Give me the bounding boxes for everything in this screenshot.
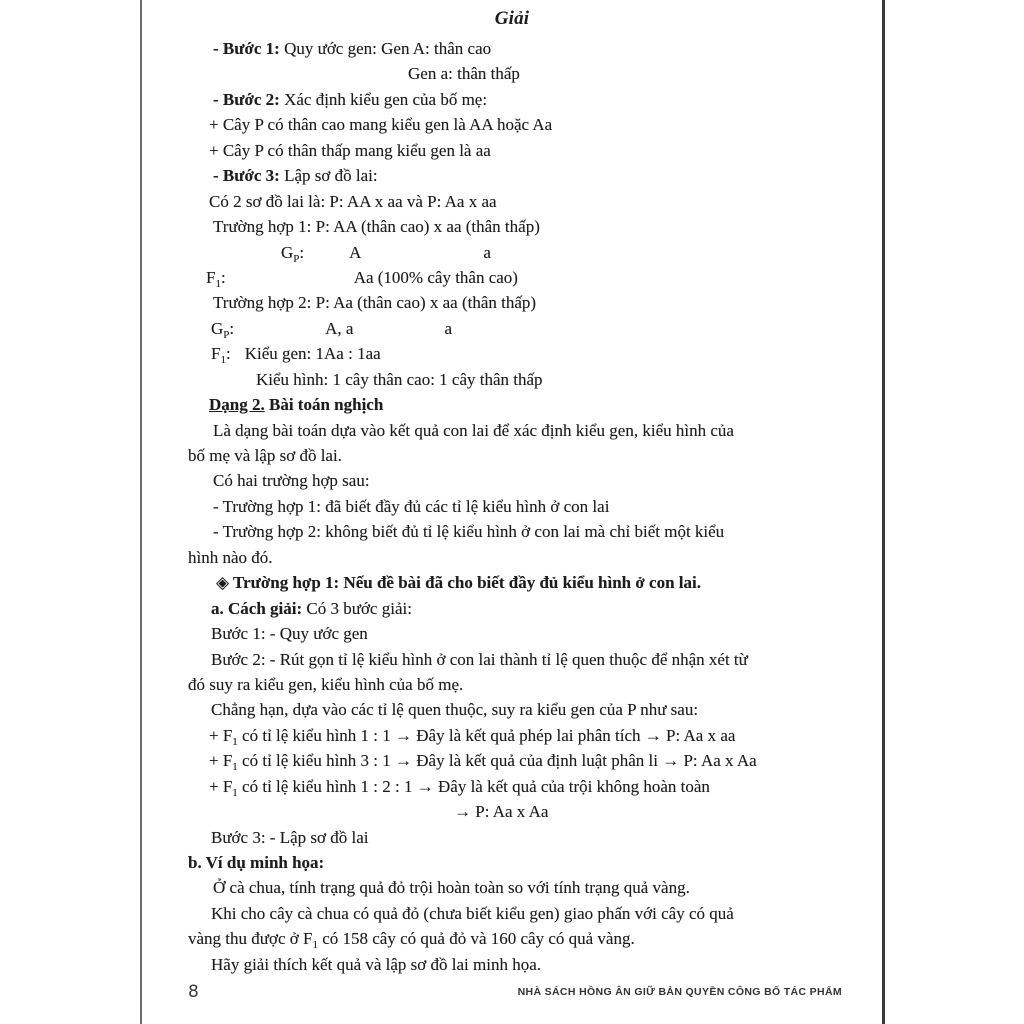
- text-segment: F: [211, 344, 221, 364]
- text-line: [188, 545, 864, 570]
- text-line: [188, 570, 864, 595]
- book-page: [142, 0, 882, 1024]
- text-line: [188, 774, 864, 799]
- text-segment: Là dạng bài toán dựa vào kết quả con lai để xác định kiểu gen, kiểu hình của: [213, 420, 734, 440]
- text-segment: Lập sơ đồ lai:: [284, 166, 378, 186]
- text-segment: Chẳng hạn, dựa vào các tỉ lệ quen thuộc, suy ra kiểu gen của P như sau:: [211, 700, 699, 720]
- text-segment: :: [229, 318, 235, 338]
- text-segment: a: [483, 242, 491, 262]
- text-segment: hình nào đó.: [188, 547, 273, 567]
- text-segment: a. Cách giải:: [211, 598, 307, 618]
- text-line: [188, 138, 864, 163]
- text-segment: Gen a: thân thấp: [408, 64, 520, 84]
- text-segment: Xác định kiểu gen của bố mẹ:: [284, 89, 488, 109]
- text-segment: P: [293, 252, 300, 265]
- text-line: [188, 596, 864, 621]
- text-segment: Kiểu hình: 1 cây thân cao: 1 cây thân thấp: [256, 369, 543, 389]
- text-line: [188, 875, 864, 900]
- solution-heading: Giải: [494, 8, 530, 29]
- text-segment: Aa (100% cây thân cao): [353, 267, 518, 287]
- text-segment: + F: [209, 751, 233, 771]
- text-line: [188, 748, 864, 773]
- text-line: [188, 672, 864, 697]
- text-segment: a: [444, 318, 453, 338]
- text-line: [188, 850, 864, 875]
- text-segment: A: [349, 242, 362, 262]
- text-line: [188, 367, 864, 392]
- text-segment: + Cây P có thân thấp mang kiểu gen là aa: [209, 140, 491, 160]
- text-segment: Bài toán nghịch: [264, 395, 384, 415]
- page-footer: [188, 979, 864, 1005]
- text-line: [188, 494, 864, 519]
- text-segment: có tỉ lệ kiểu hình 1 : 2 : 1 → Đây là kết quả của trội không hoàn toàn: [237, 776, 710, 796]
- text-segment: Kiểu gen: 1Aa : 1aa: [244, 344, 381, 364]
- text-segment: :: [220, 267, 226, 287]
- text-line: [188, 240, 864, 265]
- text-line: [188, 621, 864, 646]
- text-segment: ◈ Trường hợp 1: Nếu đề bài đã cho biết đầy đủ kiểu hình ở con lai.: [216, 573, 701, 593]
- text-line: [188, 926, 864, 951]
- text-segment: 1: [312, 939, 318, 952]
- text-segment: - Bước 3:: [213, 166, 285, 186]
- text-line: [188, 443, 864, 468]
- text-line: [188, 418, 864, 443]
- text-line: [188, 61, 864, 86]
- text-segment: G: [281, 242, 294, 262]
- text-line: [188, 825, 864, 850]
- text-segment: :: [299, 242, 305, 262]
- text-segment: 1: [232, 761, 238, 774]
- text-line: [188, 163, 864, 188]
- text-segment: Khi cho cây cà chua có quả đỏ (chưa biết kiểu gen) giao phấn với cây có quả: [211, 903, 734, 923]
- text-segment: Hãy giải thích kết quả và lập sơ đồ lai minh họa.: [211, 954, 542, 974]
- text-line: [188, 723, 864, 748]
- text-segment: Có 3 bước giải:: [306, 598, 412, 618]
- text-segment: - Trường hợp 2: không biết đủ tỉ lệ kiểu hình ở con lai mà chỉ biết một kiểu: [213, 522, 725, 542]
- text-segment: 1: [232, 735, 238, 748]
- text-line: [188, 341, 864, 366]
- text-segment: Bước 1: - Quy ước gen: [211, 624, 368, 644]
- text-line: [188, 647, 864, 672]
- text-line: [188, 697, 864, 722]
- text-line: [188, 265, 864, 290]
- text-line: [188, 799, 864, 824]
- text-segment: b. Ví dụ minh họa:: [188, 853, 325, 872]
- text-line: [188, 392, 864, 417]
- text-segment: có 158 cây có quả đỏ và 160 cây có quả vàng.: [317, 929, 635, 949]
- text-line: [188, 952, 864, 977]
- text-segment: - Bước 1:: [213, 39, 285, 58]
- text-line: [188, 189, 864, 214]
- text-line: [188, 87, 864, 112]
- text-segment: Dạng 2.: [209, 395, 265, 415]
- copyright-text: NHÀ SÁCH HỒNG ÂN GIỮ BẢN QUYỀN CÔNG BỐ TÁC PHẨM: [517, 986, 842, 998]
- text-segment: có tỉ lệ kiểu hình 1 : 1 → Đây là kết quả phép lai phân tích → P: Aa x aa: [237, 725, 736, 745]
- page-body: [188, 36, 864, 977]
- text-segment: Trường hợp 1: P: AA (thân cao) x aa (thân thấp): [213, 217, 540, 237]
- text-segment: có tỉ lệ kiểu hình 3 : 1 → Đây là kết quả của định luật phân li → P: Aa x Aa: [237, 751, 757, 771]
- text-line: [188, 214, 864, 239]
- text-segment: + F: [209, 776, 233, 796]
- text-segment: → P: Aa x Aa: [454, 802, 549, 822]
- text-line: [188, 901, 864, 926]
- text-line: [188, 468, 864, 493]
- text-segment: Có hai trường hợp sau:: [213, 471, 370, 491]
- text-segment: Quy ước gen: Gen A: thân cao: [284, 39, 492, 58]
- text-segment: 1: [220, 354, 226, 367]
- text-segment: Bước 3: - Lập sơ đồ lai: [211, 827, 369, 847]
- text-segment: + F: [209, 725, 233, 745]
- text-line: [188, 519, 864, 544]
- page-right-edge-line: [882, 0, 885, 1024]
- text-segment: 1: [215, 277, 221, 290]
- text-segment: Có 2 sơ đồ lai là: P: AA x aa và P: Aa x aa: [209, 191, 497, 211]
- text-segment: Ở cà chua, tính trạng quả đỏ trội hoàn toàn so với tính trạng quả vàng.: [213, 878, 690, 898]
- text-segment: :: [225, 344, 231, 364]
- text-segment: - Trường hợp 1: đã biết đầy đủ các tỉ lệ kiểu hình ở con lai: [213, 496, 610, 516]
- text-line: [188, 36, 864, 61]
- text-segment: Trường hợp 2: P: Aa (thân cao) x aa (thân thấp): [213, 293, 537, 313]
- text-segment: vàng thu được ở F: [188, 929, 313, 949]
- text-segment: 1: [232, 786, 238, 799]
- text-segment: + Cây P có thân cao mang kiểu gen là AA hoặc Aa: [209, 115, 553, 135]
- text-line: [188, 112, 864, 137]
- text-line: [188, 290, 864, 315]
- text-segment: P: [223, 328, 230, 341]
- text-segment: Bước 2: - Rút gọn tỉ lệ kiểu hình ở con lai thành tỉ lệ quen thuộc để nhận xét từ: [211, 649, 748, 669]
- text-segment: G: [211, 318, 224, 338]
- page-number: 8: [188, 982, 199, 1002]
- text-line: [188, 316, 864, 341]
- text-segment: A, a: [325, 318, 354, 338]
- text-segment: đó suy ra kiểu gen, kiểu hình của bố mẹ.: [188, 674, 464, 694]
- text-segment: F: [206, 267, 216, 287]
- text-segment: bố mẹ và lập sơ đồ lai.: [188, 446, 342, 465]
- text-segment: - Bước 2:: [213, 89, 285, 109]
